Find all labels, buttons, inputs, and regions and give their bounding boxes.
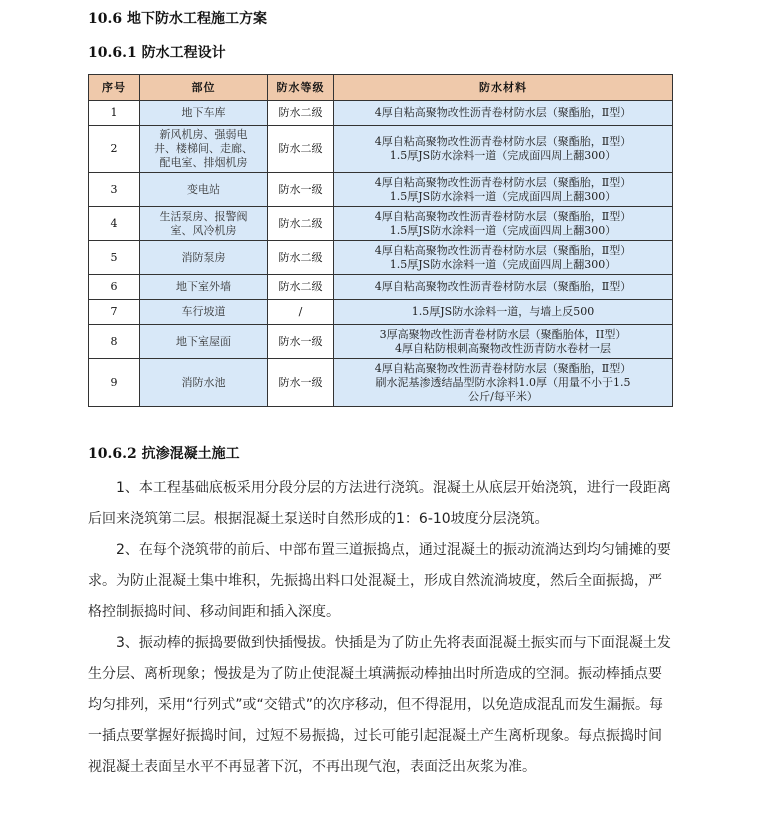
table-header-row [89, 75, 673, 101]
cell-level: 防水一级 [268, 359, 334, 407]
cell-material-line: 公斤/每平米） [468, 389, 538, 403]
table-row [89, 207, 673, 241]
cell-no: 3 [89, 173, 140, 207]
cell-material-line: 刷水泥基渗透结晶型防水涂料1.0厚（用量不小于1.5 [375, 375, 631, 389]
table-row [89, 173, 673, 207]
cell-no: 1 [89, 101, 140, 126]
cell-no: 4 [89, 207, 140, 241]
cell-no: 8 [89, 325, 140, 359]
cell-part-line: 配电室、排烟机房 [159, 156, 248, 169]
subsection-heading-design: 10.6.1 防水工程设计 [88, 45, 226, 61]
cell-material [334, 126, 673, 173]
cell-material-line: 4厚自粘防根刺高聚物改性沥青防水卷材一层 [395, 341, 611, 355]
paragraph-1 [88, 473, 672, 535]
cell-material-line: 4厚自粘高聚物改性沥青卷材防水层（聚酯胎，Ⅱ型） [374, 135, 632, 148]
table-row [89, 300, 673, 325]
cell-part [140, 241, 268, 275]
cell-no: 2 [89, 126, 140, 173]
cell-level: / [268, 300, 334, 325]
cell-part [140, 173, 268, 207]
cell-part [140, 126, 268, 173]
table-row [89, 126, 673, 173]
cell-part-line: 地下室外墙 [176, 280, 231, 293]
cell-material-line: 1.5厚JS防水涂料一道（完成面四周上翻300） [389, 223, 617, 237]
header-part: 部位 [140, 75, 268, 101]
cell-material-line: 1.5厚JS防水涂料一道（完成面四周上翻300） [389, 149, 617, 162]
cell-part [140, 275, 268, 300]
cell-level: 防水二级 [268, 126, 334, 173]
cell-material-line: 4厚自粘高聚物改性沥青卷材防水层（聚酯胎，Ⅱ型） [374, 243, 632, 257]
cell-level: 防水二级 [268, 207, 334, 241]
table-row [89, 359, 673, 407]
table-row [89, 275, 673, 300]
cell-part-line: 室、风冷机房 [170, 223, 237, 237]
cell-part-line: 地下室屋面 [176, 334, 231, 348]
subsection-heading-concrete: 10.6.2 抗渗混凝土施工 [88, 446, 240, 462]
cell-part [140, 207, 268, 241]
cell-no: 9 [89, 359, 140, 407]
cell-part [140, 325, 268, 359]
cell-part-line: 地下车库 [181, 106, 226, 119]
cell-level: 防水二级 [268, 275, 334, 300]
cell-level: 防水二级 [268, 101, 334, 126]
cell-material-line: 4厚自粘高聚物改性沥青卷材防水层（聚酯胎，Ⅱ型） [374, 175, 632, 189]
cell-part [140, 359, 268, 407]
cell-material [334, 275, 673, 300]
paragraph-3 [88, 628, 672, 783]
cell-part [140, 101, 268, 126]
cell-material [334, 325, 673, 359]
table-row [89, 241, 673, 275]
cell-material-line: 4厚自粘高聚物改性沥青卷材防水层（聚酯胎，Ⅱ型） [374, 106, 632, 119]
header-material: 防水材料 [334, 75, 673, 101]
cell-part-line: 井、楼梯间、走廊、 [154, 142, 253, 155]
cell-material-line: 4厚自粘高聚物改性沥青卷材防水层（聚酯胎，Ⅱ型） [374, 209, 632, 223]
cell-material [334, 173, 673, 207]
header-level: 防水等级 [268, 75, 334, 101]
cell-material-line: 1.5厚JS防水涂料一道，与墙上反500 [411, 305, 595, 318]
cell-level: 防水二级 [268, 241, 334, 275]
cell-level: 防水一级 [268, 325, 334, 359]
cell-material [334, 207, 673, 241]
cell-part-line: 消防泵房 [181, 250, 226, 264]
paragraph-2-text: 2、在每个浇筑带的前后、中部布置三道振捣点，通过混凝土的振动流淌达到均匀铺摊的要求。为防止混凝土集中堆积，先振捣出料口处混凝土，形成自然流淌坡度，然后全面振捣，严格控制振捣时间、移动间距和插入深度。 [88, 542, 671, 620]
cell-part-line: 车行坡道 [181, 305, 226, 318]
cell-material-line: 1.5厚JS防水涂料一道（完成面四周上翻300） [389, 189, 617, 203]
waterproof-design-table [88, 74, 673, 407]
cell-part [140, 300, 268, 325]
cell-part-line: 消防水池 [181, 375, 226, 389]
cell-level: 防水一级 [268, 173, 334, 207]
cell-material [334, 300, 673, 325]
section-heading: 10.6 地下防水工程施工方案 [88, 11, 267, 27]
cell-material-line: 1.5厚JS防水涂料一道（完成面四周上翻300） [389, 257, 617, 271]
cell-material-line: 4厚自粘高聚物改性沥青卷材防水层（聚酯胎，Ⅱ型） [374, 361, 632, 375]
cell-material [334, 359, 673, 407]
header-no: 序号 [89, 75, 140, 101]
cell-no: 5 [89, 241, 140, 275]
cell-part-line: 生活泵房、报警阀 [159, 209, 248, 223]
cell-part-line: 新风机房、强弱电 [159, 128, 248, 141]
cell-material-line: 3厚高聚物改性沥青卷材防水层（聚酯胎体，II型） [379, 327, 627, 341]
paragraph-1-text: 1、本工程基础底板采用分段分层的方法进行浇筑。混凝土从底层开始浇筑，进行一段距离后回来浇筑第二层。根据混凝土泵送时自然形成的1：6-10坡度分层浇筑。 [88, 480, 671, 527]
paragraph-3-text: 3、振动棒的振捣要做到快插慢拔。快插是为了防止先将表面混凝土振实而与下面混凝土发生分层、离析现象；慢拔是为了防止使混凝土填满振动棒抽出时所造成的空洞。振动棒插点要均匀排列，采用“行列式”或“交错式”的次序移动，但不得混用，以免造成混乱而发生漏振。每一插点要掌握好振捣时间，过短不易振捣，过长可能引起混凝土产生离析现象。每点振捣时间视混凝土表面呈水平不再显著下沉，不再出现气泡，表面泛出灰浆为准。 [88, 635, 671, 775]
paragraph-2 [88, 535, 672, 628]
table-row [89, 325, 673, 359]
cell-material [334, 241, 673, 275]
cell-material-line: 4厚自粘高聚物改性沥青卷材防水层（聚酯胎，Ⅱ型） [374, 280, 632, 293]
cell-no: 6 [89, 275, 140, 300]
cell-part-line: 变电站 [187, 182, 220, 196]
cell-no: 7 [89, 300, 140, 325]
cell-material [334, 101, 673, 126]
table-row [89, 101, 673, 126]
